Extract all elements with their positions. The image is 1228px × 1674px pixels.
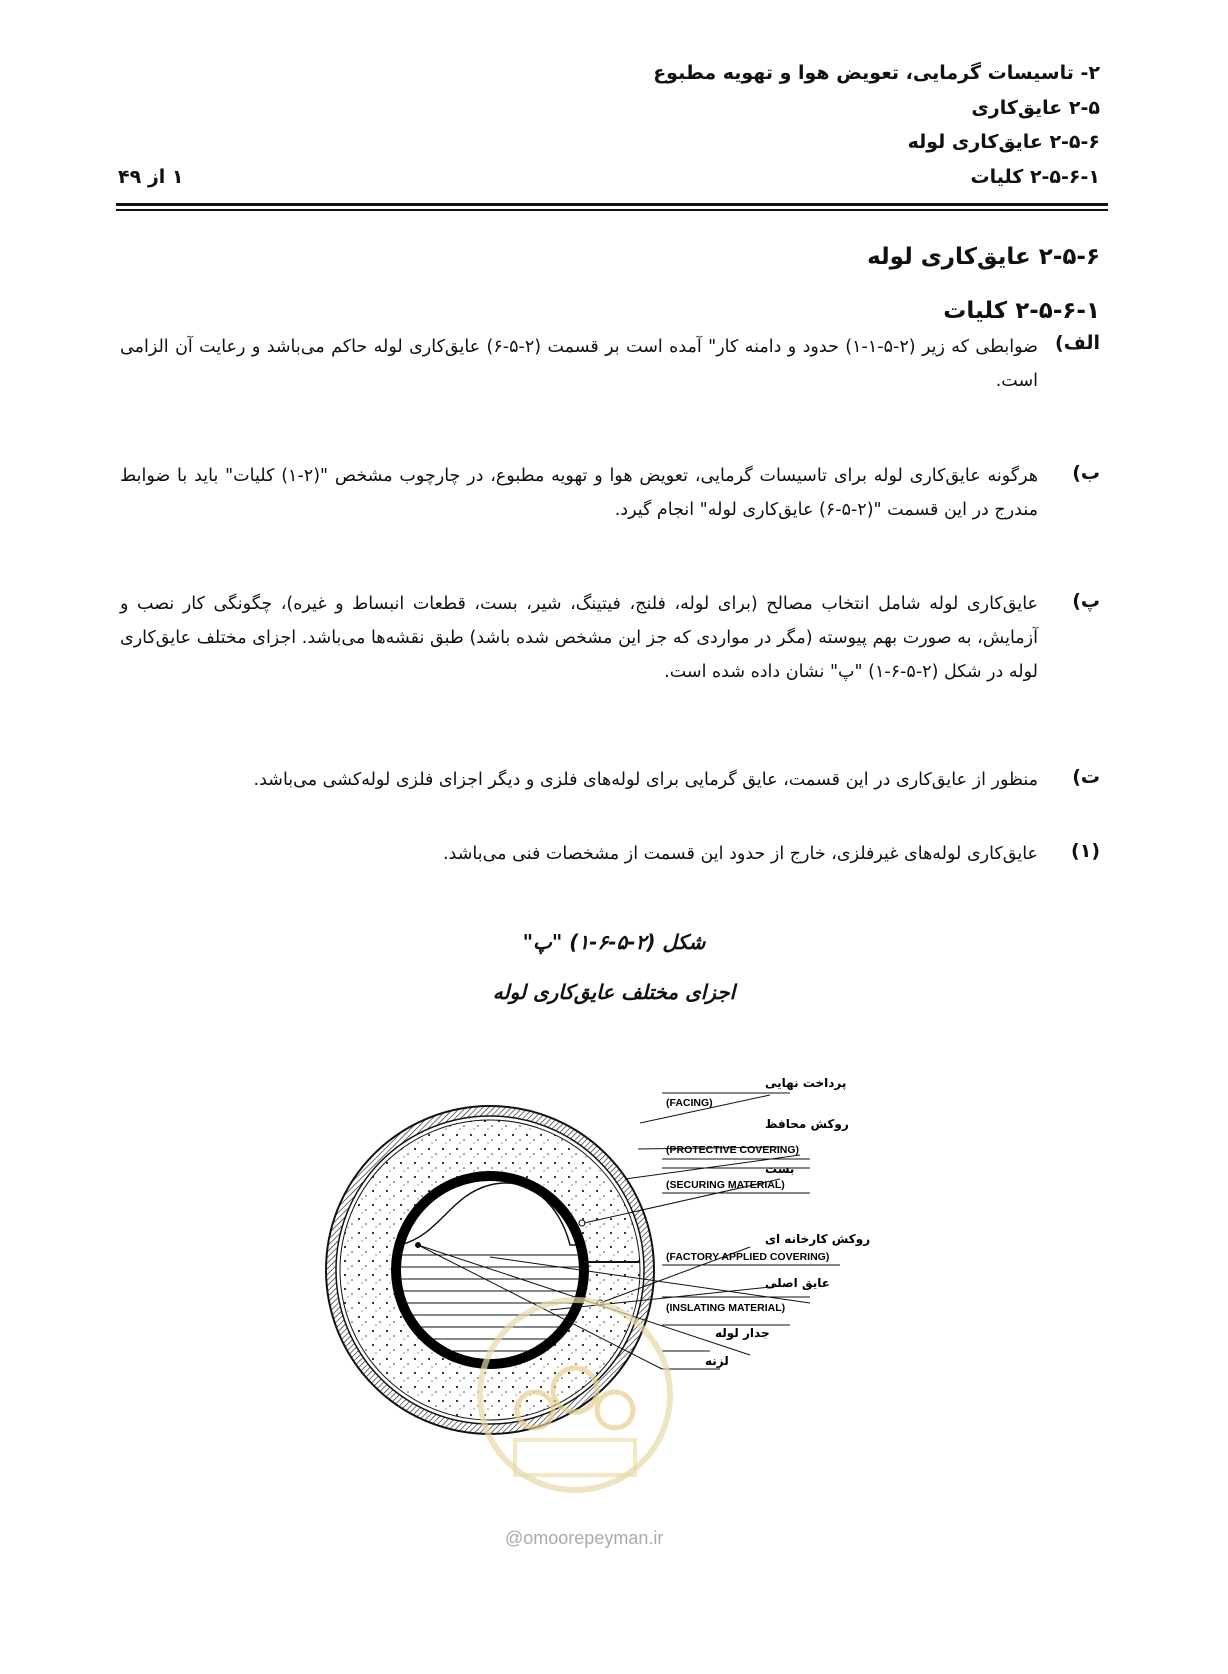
header-topic: ۲-۵-۶-۱ کلیات (970, 166, 1100, 188)
label-protective-en: (PROTECTIVE COVERING) (666, 1144, 800, 1156)
paragraph-text: ضوابطی که زیر (۲-۵-۱-۱) حدود و دامنه کار" آمده است بر قسمت (۲-۵-۶) عایق‌کاری لوله حاکم می‌باشد و رعایت آن الزامی است. (120, 337, 1038, 391)
paragraph-text: عایق‌کاری لوله‌های غیرفلزی، خارج از حدود این قسمت از مشخصات فنی می‌باشد. (442, 844, 1038, 864)
subsection-title: ۲-۵-۶-۱ کلیات (943, 298, 1100, 324)
section-title: ۲-۵-۶ عایق‌کاری لوله (867, 244, 1100, 270)
paragraph-marker: ت) (1072, 766, 1100, 788)
paragraph-text: هرگونه عایق‌کاری لوله برای تاسیسات گرمایی، تعویض هوا و تهویه مطبوع، در چارچوب مشخص "(۲-۱) کلیات" باید با ضوابط مندرج در این قسمت "(۲-۵-۶) عایق‌کاری لوله" انجام گیرد. (120, 466, 1039, 520)
paragraph-text: منظور از عایق‌کاری در این قسمت، عایق گرمایی برای لوله‌های فلزی و دیگر اجزای فلزی لوله‌کشی می‌باشد. (253, 770, 1038, 790)
page-number: ۱ از ۴۹ (118, 166, 184, 188)
label-securing-en: (SECURING MATERIAL) (666, 1179, 785, 1191)
label-inner: لزنه (705, 1354, 729, 1368)
paragraph-marker: ب) (1072, 462, 1100, 484)
label-insulating-fa: عایق اصلی (765, 1276, 830, 1290)
figure-title: اجزای مختلف عایق‌کاری لوله (492, 980, 736, 1004)
label-insulating-en: (INSLATING MATERIAL) (666, 1302, 786, 1314)
label-protective-fa: روکش محافظ (765, 1117, 849, 1131)
figure-caption: شکل (۲-۵-۶-۱) "پ" (522, 930, 706, 954)
label-facing-en: (FACING) (666, 1097, 713, 1109)
header-rule-thick (116, 203, 1108, 206)
header-section: ۲-۵ عایق‌کاری (971, 97, 1100, 119)
header-subsection: ۲-۵-۶ عایق‌کاری لوله (907, 131, 1100, 153)
paragraph-marker: الف) (1055, 332, 1100, 354)
header-rule-thin (116, 209, 1108, 211)
label-securing-fa: بست (765, 1162, 795, 1176)
watermark-url: @omoorepeyman.ir (505, 1528, 664, 1548)
label-pipe-wall: جدار لوله (715, 1326, 770, 1340)
paragraph-marker: (۱) (1071, 840, 1100, 862)
paragraph-text: عایق‌کاری لوله شامل انتخاب مصالح (برای لوله، فلنج، فیتینگ، شیر، بست، قطعات انبساط و غیره)، چگونگی کار نصب و آزمایش، به صورت بهم پیوسته (مگر در مواردی که جز این مشخص شده باشد) طبق نقشه‌ها می‌باشد. اجزای مختلف عایق‌کاری لوله در شکل (۲-۵-۶-۱) "پ" نشان داده شده است. (120, 594, 1038, 682)
header-chapter: ۲- تاسیسات گرمایی، تعویض هوا و تهویه مطبوع (653, 62, 1100, 84)
label-factory-en: (FACTORY APPLIED COVERING) (666, 1251, 830, 1263)
watermark-seal (475, 1290, 675, 1500)
label-facing-fa: پرداخت نهایی (765, 1076, 847, 1090)
paragraph-marker: پ) (1072, 590, 1100, 612)
label-factory-fa: روکش کارخانه ای (765, 1232, 871, 1246)
